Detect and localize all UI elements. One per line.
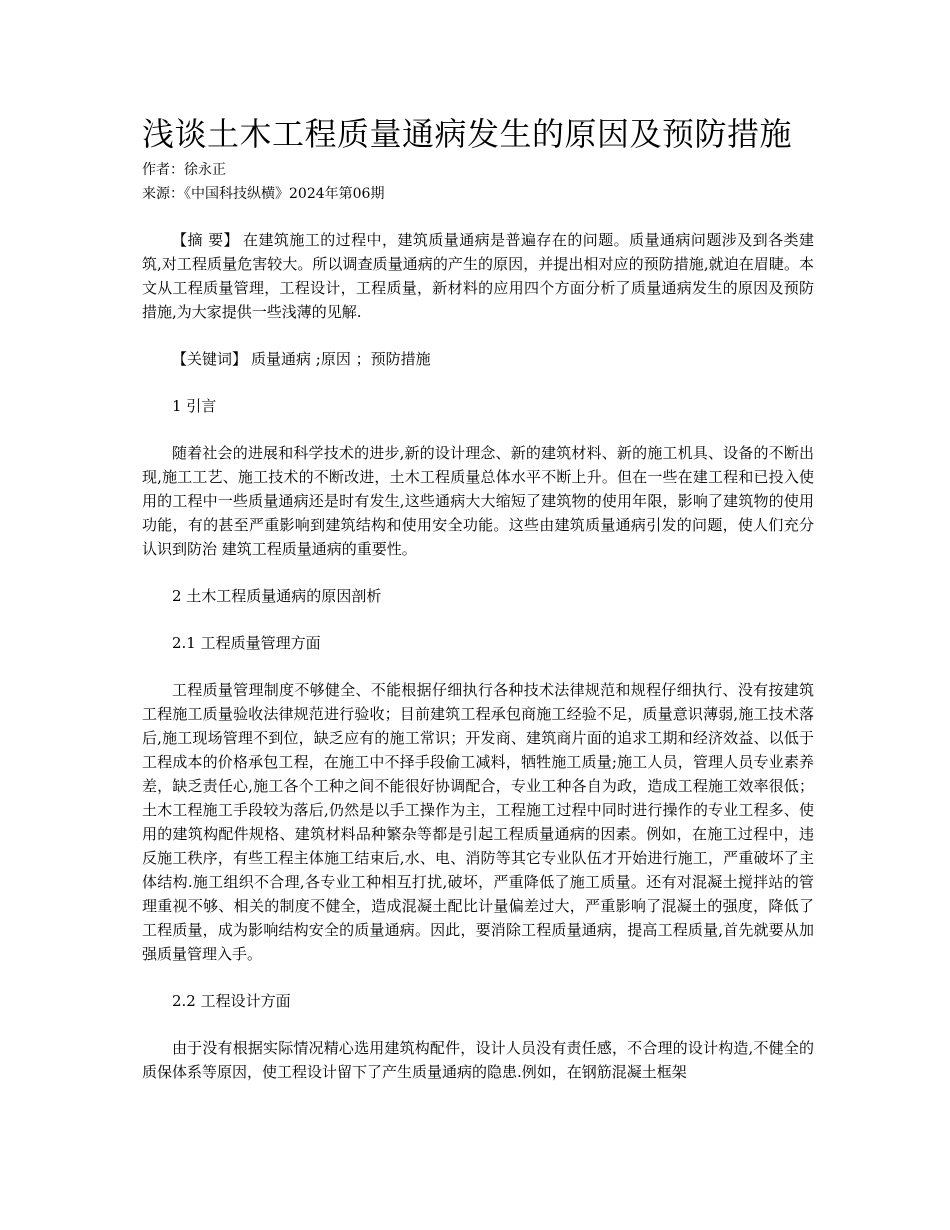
section-heading-intro: 1 引言	[172, 397, 217, 415]
section-heading-causes: 2 土木工程质量通病的原因剖析	[172, 587, 382, 605]
abstract-text: 在建筑施工的过程中，建筑质量通病是普遍存在的问题。质量通病问题涉及到各类建筑,对工程质量危害较大。所以调查质量通病的产生的原因，并提出相对应的预防措施,就迫在眉睫。本文从工程质量管理，工程设计，工程质量，新材料的应用四个方面分析了质量通病发生的原因及预防措施,为大家提供一些浅薄的见解.	[142, 231, 814, 321]
keywords-text: 质量通病 ;原因 ；预防措施	[251, 350, 431, 368]
article-author: 作者：徐永正	[142, 162, 226, 178]
abstract-label: 【摘 要】	[172, 231, 239, 249]
article-source: 来源：《中国科技纵横》2024年第06期	[142, 186, 385, 202]
keywords-paragraph	[142, 347, 814, 371]
article-page	[142, 110, 814, 1107]
design-paragraph: 由于没有根据实际情况精心选用建筑构配件，设计人员没有责任感，不合理的设计构造,不健全的质保体系等原因，使工程设计留下了产生质量通病的隐患.例如，在钢筋混凝土框架	[142, 1039, 814, 1081]
article-title: 浅谈土木工程质量通病发生的原因及预防措施	[142, 115, 793, 153]
intro-paragraph: 随着社会的进展和科学技术的进步,新的设计理念、新的建筑材料、新的施工机具、设备的不断出现,施工工艺、施工技术的不断改进，土木工程质量总体水平不断上升。但在一些在建工程和已投入使用的工程中一些质量通病还是时有发生,这些通病大大缩短了建筑物的使用年限，影响了建筑物的使用功能，有的甚至严重影响到建筑结构和使用安全功能。这些由建筑质量通病引发的问题，使人们充分认识到防治 建筑工程质量通病的重要性。	[142, 444, 814, 558]
article-body	[142, 228, 814, 1084]
abstract-paragraph	[142, 228, 814, 324]
management-paragraph: 工程质量管理制度不够健全、不能根据仔细执行各种技术法律规范和规程仔细执行、没有按建筑工程施工质量验收法律规范进行验收；目前建筑工程承包商施工经验不足，质量意识薄弱,施工技术落后,施工现场管理不到位，缺乏应有的施工常识；开发商、建筑商片面的追求工期和经济效益、以低于工程成本的价格承包工程，在施工中不择手段偷工减料，牺牲施工质量;施工人员，管理人员专业素养差，缺乏责任心,施工各个工种之间不能很好协调配合，专业工种各自为政，造成工程施工效率很低；土木工程施工手段较为落后,仍然是以手工操作为主，工程施工过程中同时进行操作的专业工程多、使用的建筑构配件规格、建筑材料品种繁杂等都是引起工程质量通病的因素。例如，在施工过程中，违反施工秩序，有些工程主体施工结束后,水、电、消防等其它专业队伍才开始进行施工，严重破坏了主体结构.施工组织不合理,各专业工种相互打扰,破坏，严重降低了施工质量。还有对混凝土搅拌站的管理重视不够、相关的制度不健全，造成混凝土配比计量偏差过大，严重影响了混凝土的强度，降低了工程质量，成为影响结构安全的质量通病。因此，要消除工程质量通病，提高工程质量,首先就要从加强质量管理入手。	[142, 681, 814, 963]
subsection-heading-design: 2.2 工程设计方面	[172, 992, 291, 1010]
subsection-heading-management: 2.1 工程质量管理方面	[172, 634, 321, 652]
keywords-label: 【关键词】	[172, 350, 248, 368]
